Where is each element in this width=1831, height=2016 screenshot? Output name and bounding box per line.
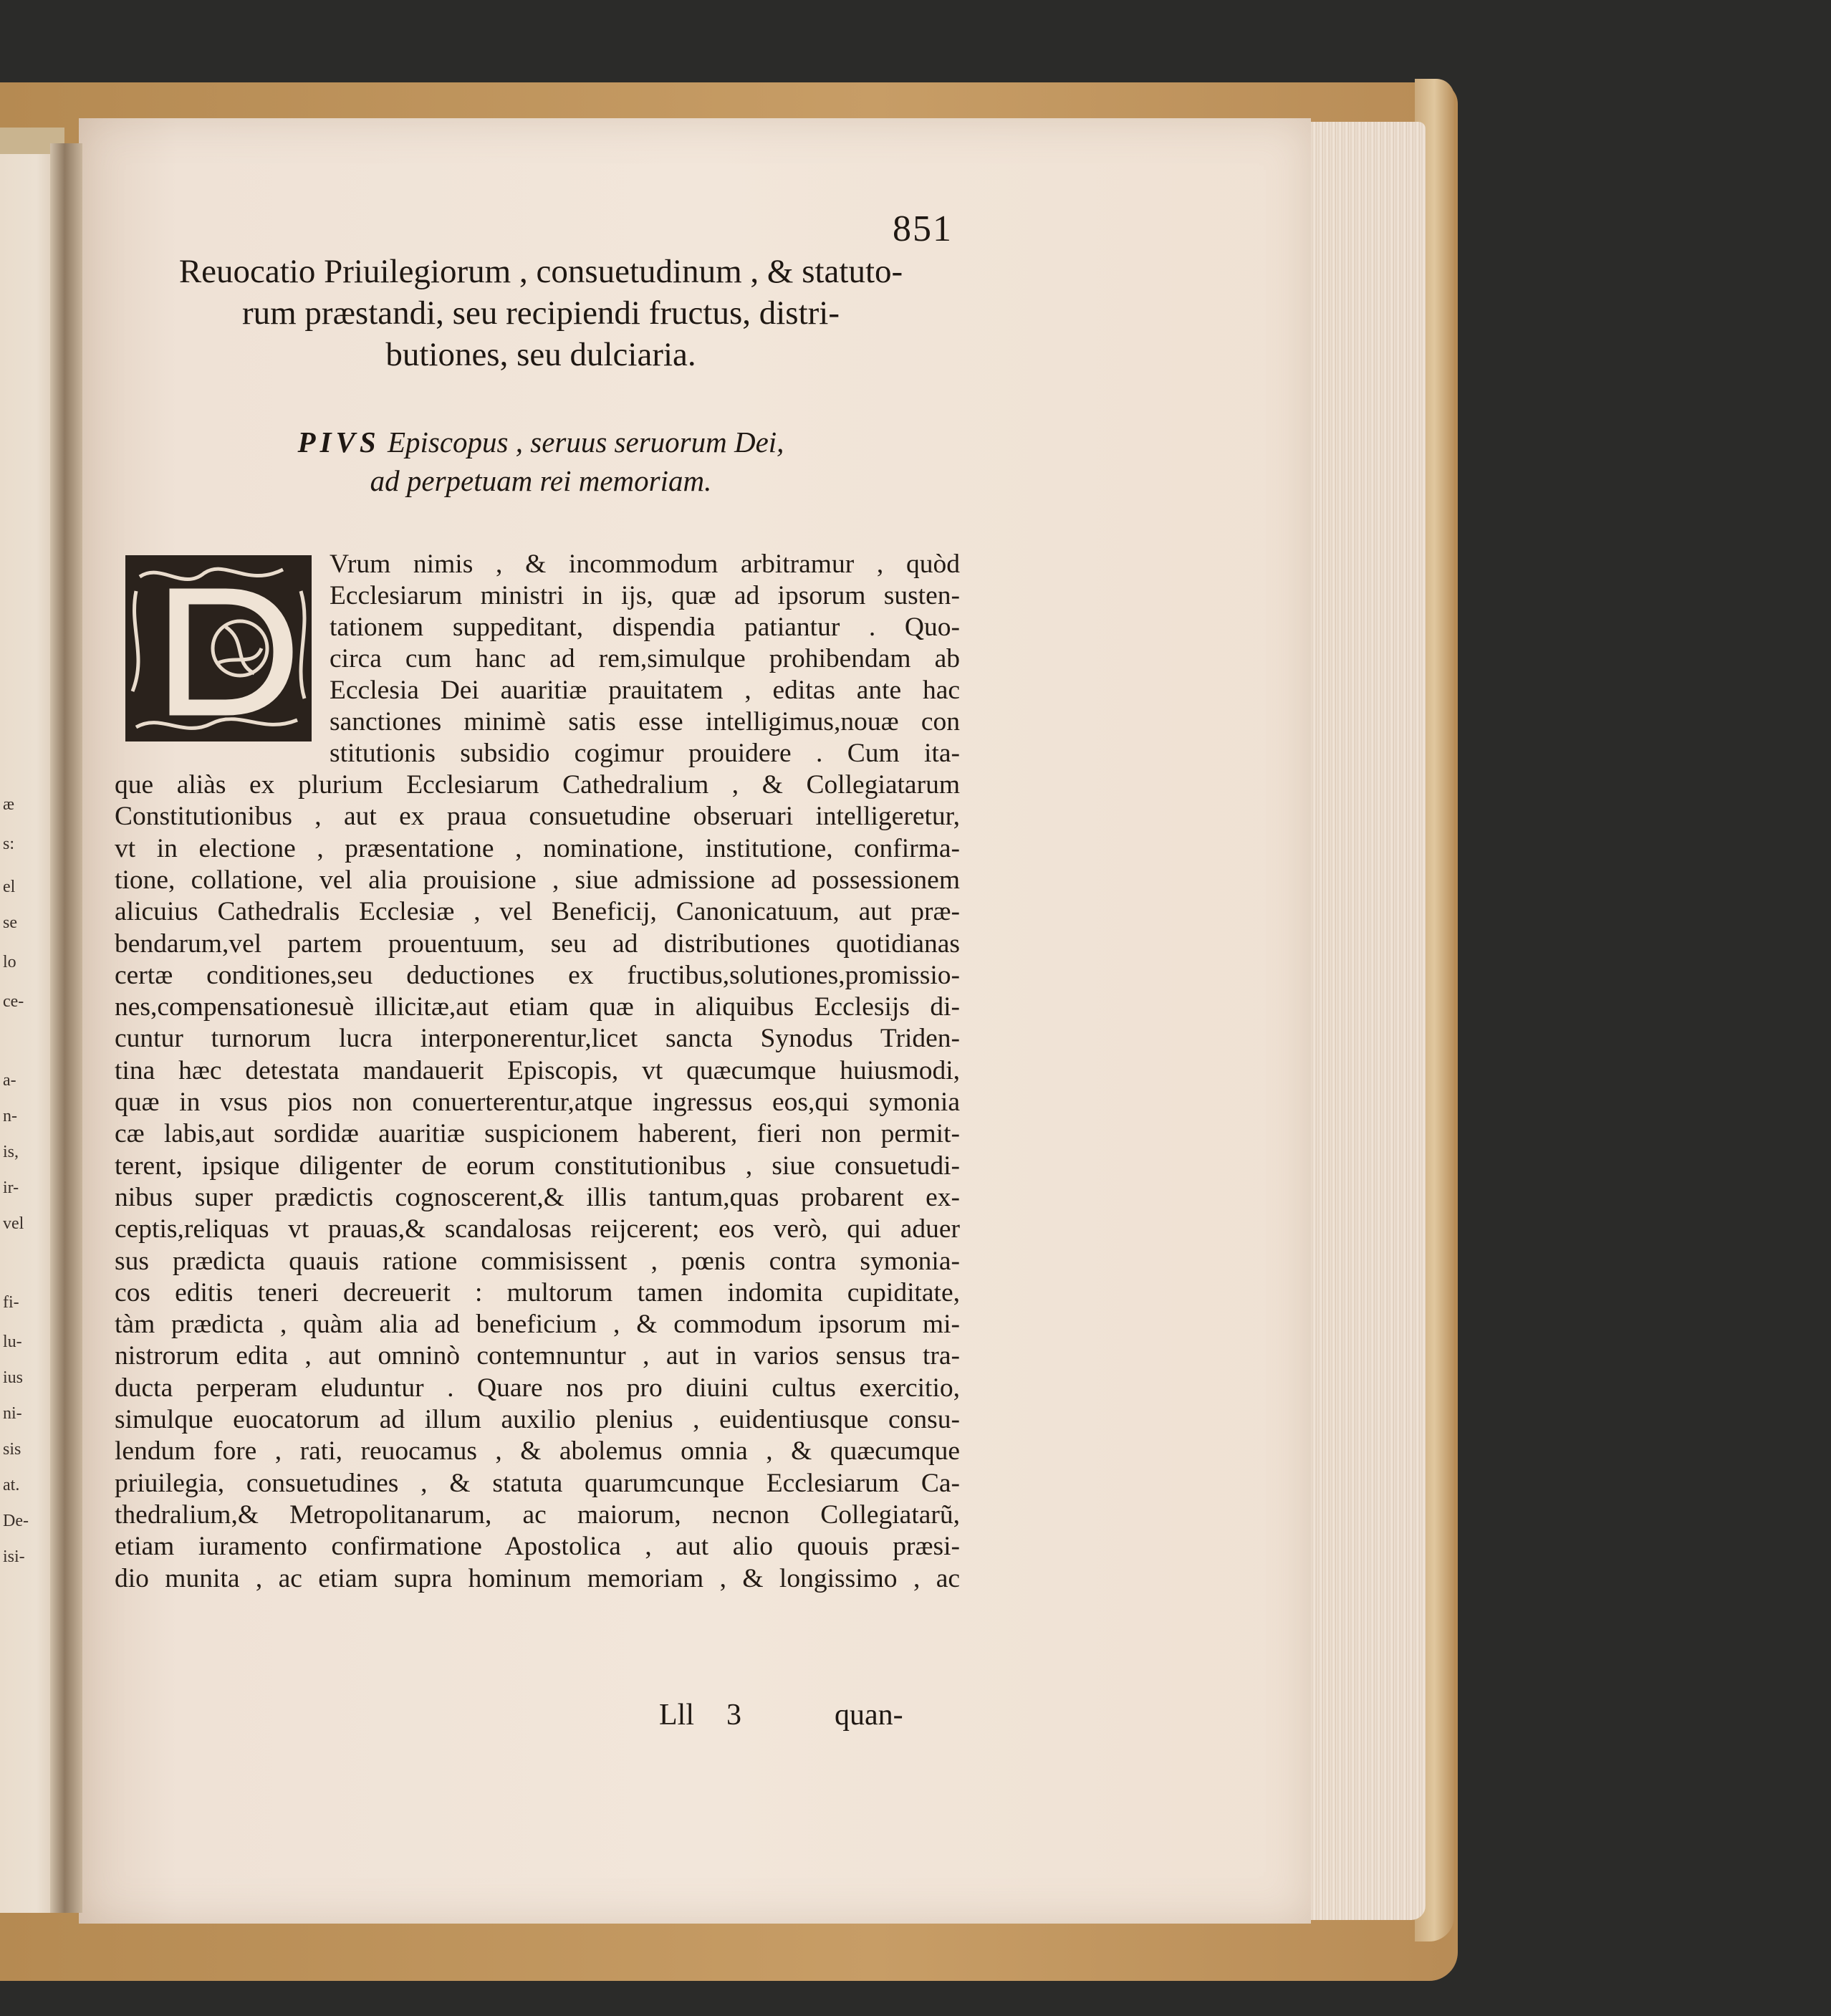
left-page-fragment: is, <box>3 1143 19 1161</box>
salutation-line: ad perpetuam rei memoriam. <box>370 464 712 497</box>
left-page-fragment: lu- <box>3 1333 22 1351</box>
papal-salutation <box>115 423 967 500</box>
heading-line: Reuocatio Priuilegiorum , consuetudinum , & statuto- <box>178 253 903 290</box>
text-line: lendum fore , rati, reuocamus , & abolemus omnia , & quæcumque <box>115 1436 960 1467</box>
text-line: Constitutionibus , aut ex praua consuetudine obseruari intelligeretur, <box>115 802 960 832</box>
text-line: stitutionis subsidio cogimur prouidere . Cum ita- <box>330 739 960 768</box>
signature-mark <box>659 1698 741 1732</box>
signature-letters: Lll <box>659 1699 694 1732</box>
text-line: Vrum nimis , & incommodum arbitramur , quòd <box>330 549 960 579</box>
left-page-fragment: fi- <box>3 1293 19 1312</box>
decorated-initial-d <box>118 548 319 749</box>
text-line: sus prædicta quauis ratione commisissent , pœnis contra symonia- <box>115 1246 960 1276</box>
left-page-fragment: ce- <box>3 992 24 1011</box>
text-line: cuntur turnorum lucra interponerentur,licet sancta Synodus Triden- <box>115 1024 960 1054</box>
text-line: cæ labis,aut sordidæ auaritiæ suspicionem haberent, fieri non permit- <box>115 1119 960 1149</box>
page-edges <box>1304 122 1426 1920</box>
left-page-fragment: æ <box>3 795 15 814</box>
pius-name: PIVS <box>297 426 380 459</box>
left-page-fragment: se <box>3 913 17 932</box>
text-line: tina hæc detestata mandauerit Episcopis, vt quæcumque huiusmodi, <box>115 1055 960 1085</box>
text-line: alicuius Cathedralis Ecclesiæ , vel Beneficij, Canonicatuum, aut præ- <box>115 897 960 927</box>
text-line: nes,compensationesuè illicitæ,aut etiam quæ in aliquibus Ecclesijs di- <box>115 992 960 1022</box>
left-page-fragment: ir- <box>3 1179 19 1197</box>
left-page-fragment: lo <box>3 953 16 971</box>
catchword: quan- <box>835 1699 903 1732</box>
text-line: tione, collatione, vel alia prouisione , siue admissione ad possessionem <box>115 865 960 895</box>
left-page-fragment: isi- <box>3 1547 25 1566</box>
text-line: thedralium,& Metropolitanarum, ac maiorum, necnon Collegiatarũ, <box>115 1499 960 1530</box>
text-line: etiam iuramento confirmatione Apostolica , aut alio quouis præsi- <box>115 1532 960 1562</box>
left-page-fragment: ni- <box>3 1404 22 1423</box>
text-line: certæ conditiones,seu deductiones ex fructibus,solutiones,promissio- <box>115 960 960 990</box>
text-line: terent, ipsique diligenter de eorum constitutionibus , siue consuetudi- <box>115 1151 960 1181</box>
page-number: 851 <box>893 208 953 249</box>
text-line: dio munita , ac etiam supra hominum memoriam , & longissimo , ac <box>115 1563 960 1593</box>
text-line: que aliàs ex plurium Ecclesiarum Cathedralium , & Collegiatarum <box>115 770 960 800</box>
text-line: vt in electione , præsentatione , nominatione, institutione, confirma- <box>115 833 960 863</box>
left-page-fragment: n- <box>3 1107 17 1125</box>
salutation-line <box>115 423 967 461</box>
salutation-line-rest: Episcopus , seruus seruorum Dei, <box>387 426 784 459</box>
signature-number: 3 <box>726 1699 741 1732</box>
left-page-fragment: De- <box>3 1512 29 1530</box>
text-line: tationem suppeditant, dispendia patiantur . Quo- <box>330 613 960 642</box>
text-line: circa cum hanc ad rem,simulque prohibendam ab <box>330 644 960 673</box>
heading-line: butiones, seu dulciaria. <box>385 336 696 373</box>
left-page-fragment: sis <box>3 1440 21 1459</box>
text-line: nibus super prædictis cognoscerent,& illis tantum,quas probarent ex- <box>115 1182 960 1212</box>
text-line: simulque euocatorum ad illum auxilio plenius , euidentiusque consu- <box>115 1405 960 1434</box>
text-line: ducta perperam eluduntur . Quare nos pro diuini cultus exercitio, <box>115 1373 960 1403</box>
text-line: Ecclesia Dei auaritiæ prauitatem , editas ante hac <box>330 676 960 705</box>
left-page-fragment: a- <box>3 1071 16 1090</box>
text-line: bendarum,vel partem prouentuum, seu ad distributiones quotidianas <box>115 928 960 959</box>
text-line: priuilegia, consuetudines , & statuta quarumcunque Ecclesiarum Ca- <box>115 1468 960 1498</box>
text-line: nistrorum edita , aut omninò contemnuntur , aut in varios sensus tra- <box>115 1341 960 1371</box>
text-line: quæ in vsus pios non conuerterentur,atque ingressus eos,qui symonia <box>115 1088 960 1117</box>
left-page-fragment: vel <box>3 1214 24 1233</box>
left-page-fragment: ius <box>3 1368 24 1387</box>
text-line: sanctiones minimè satis esse intelligimus,nouæ con <box>330 707 960 736</box>
chapter-heading <box>115 251 967 375</box>
book-gutter <box>50 143 82 1913</box>
left-page-fragment: s: <box>3 835 15 853</box>
text-line: cos editis teneri decreuerit : multorum tamen indomita cupiditate, <box>115 1277 960 1307</box>
left-page-fragment: el <box>3 878 16 896</box>
text-line: Ecclesiarum ministri in ijs, quæ ad ipsorum susten- <box>330 581 960 610</box>
text-line: tàm prædicta , quàm alia ad beneficium , & commodum ipsorum mi- <box>115 1310 960 1340</box>
left-page-fragment: at. <box>3 1476 20 1494</box>
heading-line: rum præstandi, seu recipiendi fructus, distri- <box>241 294 840 332</box>
text-line: ceptis,reliquas vt prauas,& scandalosas reijcerent; eos verò, qui aduer <box>115 1214 960 1244</box>
